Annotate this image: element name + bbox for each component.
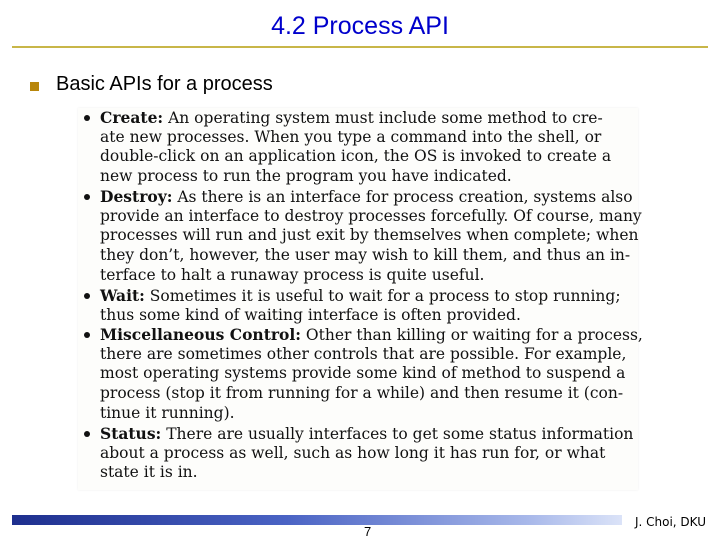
item-term: Wait: — [100, 286, 145, 305]
item-text: double-click on an application icon, the OS is invoked to create a — [100, 147, 612, 166]
item-text: An operating system must include some method to cre- — [163, 109, 603, 127]
item-term: Destroy: — [100, 187, 173, 206]
item-text: they don’t, however, the user may wish to kill them, and thus an in- — [100, 246, 631, 265]
item-text: ate new processes. When you type a command into the shell, or — [100, 127, 602, 146]
item-term: Miscellaneous Control: — [100, 325, 301, 344]
item-text: terface to halt a runaway process is quite useful. — [100, 265, 485, 284]
item-text: most operating systems provide some kind of method to suspend a — [100, 364, 626, 383]
item-text: there are sometimes other controls that are possible. For example, — [100, 344, 627, 363]
item-text: new process to run the program you have indicated. — [100, 167, 512, 186]
item-text: state it is in. — [100, 463, 198, 482]
item-text: thus some kind of waiting interface is often provided. — [100, 305, 521, 324]
item-text: Other than killing or waiting for a process, — [300, 326, 643, 344]
item-text: Sometimes it is useful to wait for a process to stop running; — [144, 287, 621, 305]
section-heading: Basic APIs for a process — [56, 73, 273, 95]
bullet-icon — [84, 194, 90, 200]
author-credit: J. Choi, DKU — [634, 515, 706, 529]
item-term: Status: — [100, 424, 162, 443]
item-text: provide an interface to destroy processes forcefully. Of course, many — [100, 206, 642, 225]
bullet-icon — [84, 431, 90, 437]
item-text: There are usually interfaces to get some status information — [161, 425, 634, 443]
item-term: Create: — [100, 108, 164, 127]
item-text: process (stop it from running for a while) and then resume it (con- — [100, 384, 624, 403]
textbook-excerpt — [78, 108, 643, 490]
footer-gradient-bar — [12, 515, 622, 525]
page-number: 7 — [364, 524, 372, 539]
item-text: As there is an interface for process creation, systems also — [172, 188, 633, 206]
item-text: processes will run and just exit by themselves when complete; when — [100, 226, 639, 245]
bullet-icon — [84, 332, 90, 338]
title-divider — [12, 46, 708, 48]
bullet-icon — [84, 293, 90, 299]
bullet-icon — [84, 115, 90, 121]
item-text: about a process as well, such as how long it has run for, or what — [100, 443, 606, 462]
section-bullet-icon — [30, 82, 39, 91]
slide-title: 4.2 Process API — [271, 12, 449, 40]
item-text: tinue it running). — [100, 403, 235, 422]
